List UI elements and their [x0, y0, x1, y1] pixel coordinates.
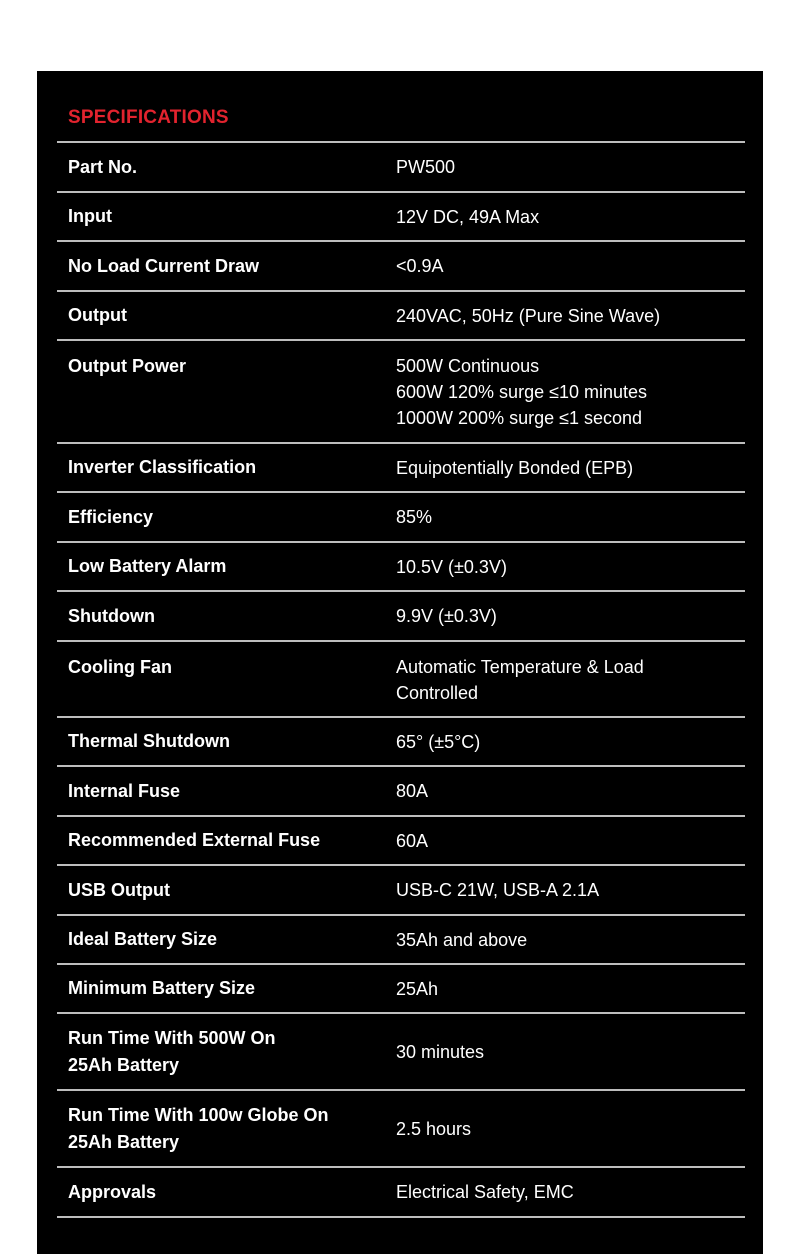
spec-row-low-battery-alarm	[57, 543, 745, 592]
spec-value: 2.5 hours	[396, 1118, 472, 1139]
spec-row-internal-fuse	[57, 767, 745, 817]
spec-label: Input	[68, 206, 112, 226]
spec-label: Approvals	[68, 1181, 157, 1202]
spec-row-no-load-current-draw	[57, 242, 745, 292]
spec-value: 60A	[396, 830, 429, 851]
spec-row-run-time-500w	[57, 1014, 745, 1091]
spec-value: 80A	[396, 781, 429, 801]
spec-value: 30 minutes	[396, 1041, 485, 1062]
spec-row-input	[57, 193, 745, 242]
spec-row-thermal-shutdown	[57, 718, 745, 767]
spec-value: 10.5V (±0.3V)	[396, 556, 507, 577]
spec-value: 240VAC, 50Hz (Pure Sine Wave)	[396, 305, 661, 326]
spec-label: Run Time With 500W On 25Ah Battery	[68, 1027, 276, 1075]
spec-row-usb-output	[57, 866, 745, 916]
spec-value: PW500	[396, 157, 456, 177]
spec-label: Low Battery Alarm	[68, 556, 227, 576]
spec-row-approvals	[57, 1168, 745, 1218]
spec-row-shutdown	[57, 592, 745, 642]
spec-row-part-no	[57, 143, 745, 193]
spec-label: Thermal Shutdown	[68, 731, 230, 751]
spec-value: 12V DC, 49A Max	[396, 206, 540, 227]
specifications-panel	[37, 71, 763, 1254]
spec-label: USB Output	[68, 879, 170, 900]
spec-label: Ideal Battery Size	[68, 929, 218, 949]
spec-label: Internal Fuse	[68, 780, 181, 801]
spec-value: 65° (±5°C)	[396, 731, 481, 752]
spec-label: Cooling Fan	[68, 657, 172, 677]
spec-row-inverter-classification	[57, 444, 745, 493]
spec-label: Part No.	[68, 156, 138, 177]
spec-row-efficiency	[57, 493, 745, 543]
section-heading: SPECIFICATIONS	[68, 107, 229, 128]
spec-value: 25Ah	[396, 978, 439, 999]
spec-value: 9.9V (±0.3V)	[396, 606, 497, 626]
spec-row-output-power	[57, 341, 745, 444]
spec-row-recommended-external-fuse	[57, 817, 745, 866]
spec-row-run-time-100w-globe	[57, 1091, 745, 1168]
spec-label: Efficiency	[68, 506, 154, 527]
spec-label: Recommended External Fuse	[68, 830, 321, 850]
spec-row-cooling-fan	[57, 642, 745, 718]
spec-value: <0.9A	[396, 256, 444, 276]
spec-value: 500W Continuous 600W 120% surge ≤10 minutes 1000W 200% surge ≤1 second	[396, 356, 648, 428]
spec-value: 35Ah and above	[396, 929, 528, 950]
spec-row-ideal-battery-size	[57, 916, 745, 965]
spec-value: 85%	[396, 507, 433, 527]
spec-value: Electrical Safety, EMC	[396, 1182, 574, 1202]
spec-label: Minimum Battery Size	[68, 978, 256, 998]
spec-table	[57, 141, 745, 1218]
spec-row-output	[57, 292, 745, 341]
spec-label: Shutdown	[68, 605, 155, 626]
spec-value: Equipotentially Bonded (EPB)	[396, 457, 634, 478]
spec-label: Run Time With 100w Globe On 25Ah Battery	[68, 1104, 329, 1152]
spec-label: Output	[68, 305, 127, 325]
spec-label: Output Power	[68, 356, 186, 376]
spec-value: USB-C 21W, USB-A 2.1A	[396, 880, 600, 900]
spec-label: Inverter Classification	[68, 457, 257, 477]
spec-label: No Load Current Draw	[68, 255, 260, 276]
spec-row-minimum-battery-size	[57, 965, 745, 1014]
spec-value: Automatic Temperature & Load Controlled	[396, 657, 644, 703]
